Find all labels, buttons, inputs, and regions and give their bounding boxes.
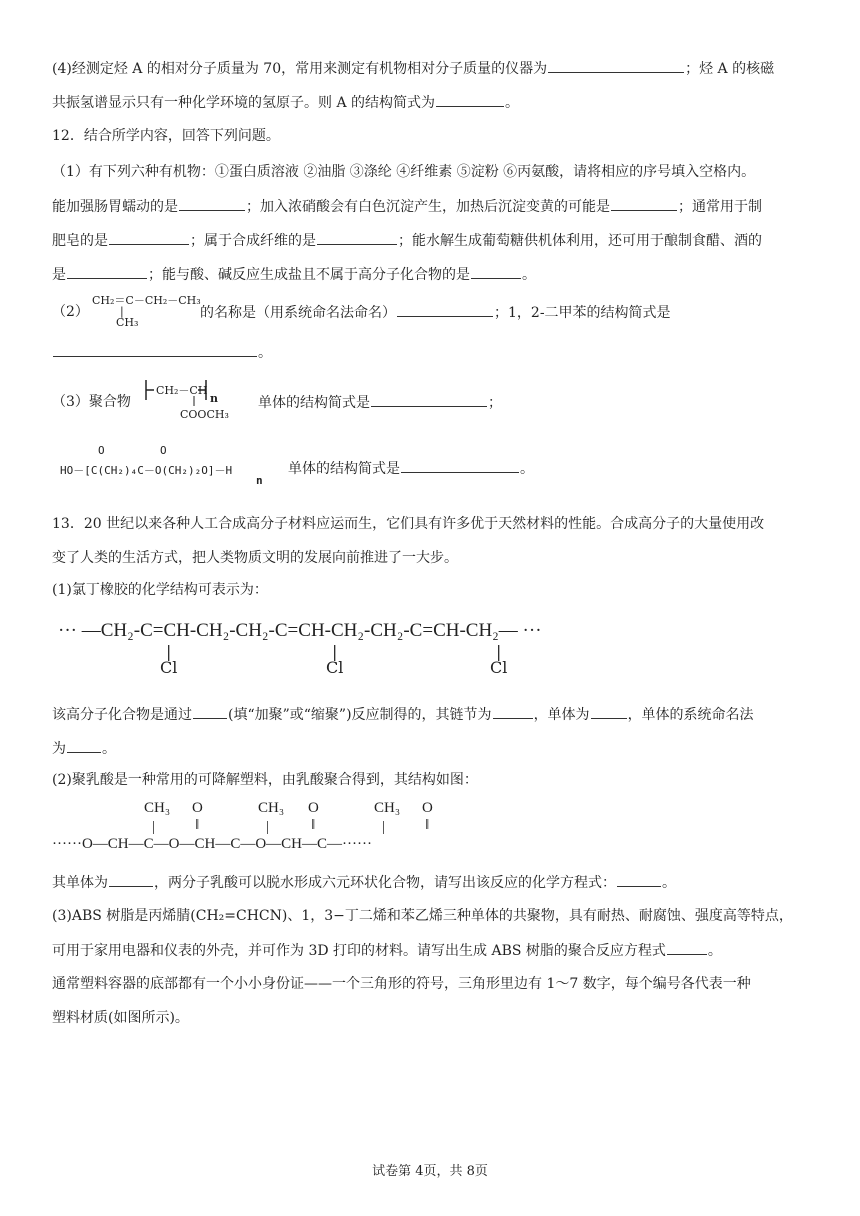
answer-blank[interactable] [317, 230, 397, 245]
q12-title: 12．结合所学内容，回答下列问题。 [52, 128, 280, 144]
answer-blank[interactable] [371, 392, 487, 407]
q12-part3-text: 单体的结构简式是 ； [258, 392, 502, 413]
q13-part2-line: 其单体为 ，两分子乳酸可以脱水形成六元环状化合物，请写出该反应的化学方程式： 。 [52, 872, 676, 893]
q12-part1-line1: （1）有下列六种有机物：①蛋白质溶液 ②油脂 ③涤纶 ④纤维素 ⑤淀粉 ⑥丙氨酸，请将相应的序号填入空格内。 [52, 164, 756, 180]
answer-blank[interactable] [617, 872, 661, 887]
q13-part1-line1: 该高分子化合物是通过 (填“加聚”或“缩聚”)反应制得的，其链节为 ，单体为 ，单体的系统命名法 [52, 704, 754, 725]
q12-part2-line2: 。 [52, 342, 272, 363]
answer-blank[interactable] [67, 738, 101, 753]
cl-substituent: | Cl [326, 642, 344, 677]
answer-blank[interactable] [471, 264, 521, 279]
q13-part3-line2: 可用于家用电器和仪表的外壳，并可作为 3D 打印的材料。请写出生成 ABS 树脂的聚合反应方程式 。 [52, 940, 722, 961]
answer-blank[interactable] [591, 704, 627, 719]
answer-blank[interactable] [193, 704, 227, 719]
q12-part3-label: （3）聚合物 [52, 394, 131, 410]
answer-blank[interactable] [401, 458, 519, 473]
q12-part1-line2: 能加强肠胃蠕动的是 ；加入浓硝酸会有白色沉淀产生，加热后沉淀变黄的可能是 ；通常用于制 [52, 196, 762, 217]
butene-formula: CH₂＝C－CH₂－CH₃ | CH₃ [92, 294, 201, 329]
answer-blank[interactable] [397, 302, 493, 317]
q13-part3-line1: (3)ABS 树脂是丙烯腈(CH₂=CHCN)、1，3−丁二烯和苯乙烯三种单体的共聚物，具有耐热、耐腐蚀、强度高等特点， [52, 908, 793, 924]
cl-substituent: | Cl [490, 642, 508, 677]
q13-part4-line1: 通常塑料容器的底部都有一个小小身份证——一个三角形的符号，三角形里边有 1～7 数字，每个编号各代表一种 [52, 976, 751, 992]
polyacrylate-formula: CH₂－CH n COOCH₃ [142, 378, 252, 431]
q12-part1-line3: 肥皂的是 ；属于合成纤维的是 ；能水解生成葡萄糖供机体利用，还可用于酿制食醋、酒的 [52, 230, 762, 251]
answer-blank[interactable] [53, 342, 257, 357]
chloroprene-chain: ··· —CH₂-C=CH-CH₂-CH₂-C=CH-CH₂-CH₂-C=CH-CH₂— ··· [58, 620, 542, 641]
answer-blank[interactable] [109, 872, 153, 887]
answer-blank[interactable] [109, 230, 189, 245]
q11-4-line2: 共振氢谱显示只有一种化学环境的氢原子。则 A 的结构简式为 。 [52, 92, 519, 113]
q13-part1-line2: 为 。 [52, 738, 116, 759]
answer-blank[interactable] [436, 92, 504, 107]
answer-blank[interactable] [67, 264, 147, 279]
answer-blank[interactable] [667, 940, 707, 955]
q13-title-line2: 变了人类的生活方式，把人类物质文明的发展向前推进了一大步。 [52, 550, 458, 566]
answer-blank[interactable] [493, 704, 533, 719]
q12-part3b-text: 单体的结构简式是 。 [288, 458, 534, 479]
page-footer: 试卷第 4页，共 8页 [372, 1164, 488, 1179]
q12-part2-label: （2） [52, 304, 89, 320]
answer-blank[interactable] [179, 196, 245, 211]
q13-part1-intro: (1)氯丁橡胶的化学结构可表示为： [52, 582, 268, 598]
q11-4-line1: (4)经测定烃 A 的相对分子质量为 70，常用来测定有机物相对分子质量的仪器为 ；烃 A 的核磁 [52, 58, 774, 79]
q13-title-line1: 13．20 世纪以来各种人工合成高分子材料应运而生，它们具有许多优于天然材料的性能。合成高分子的大量使用改 [52, 516, 765, 532]
answer-blank[interactable] [548, 58, 684, 73]
cl-substituent: | Cl [160, 642, 178, 677]
q12-part1-line4: 是 ；能与酸、碱反应生成盐且不属于高分子化合物的是 。 [52, 264, 536, 285]
q13-part4-line2: 塑料材质(如图所示)。 [52, 1010, 189, 1026]
q13-part2-intro: (2)聚乳酸是一种常用的可降解塑料，由乳酸聚合得到，其结构如图： [52, 772, 478, 788]
answer-blank[interactable] [611, 196, 677, 211]
q12-part2-text: 的名称是（用系统命名法命名） ；1，2-二甲苯的结构简式是 [200, 302, 671, 323]
